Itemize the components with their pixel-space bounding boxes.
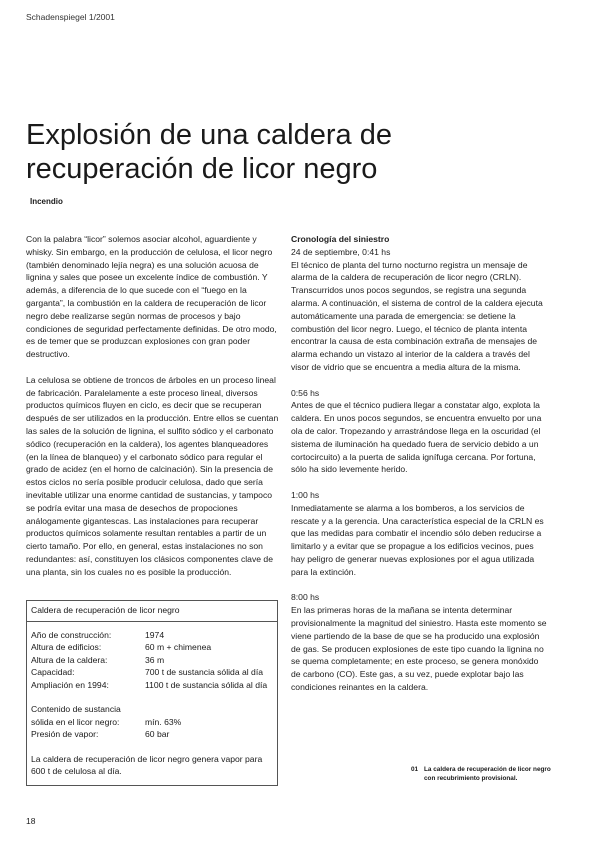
spec-label: Presión de vapor: (31, 729, 99, 740)
spec-row (31, 679, 277, 691)
entry-time: 24 de septiembre, 0:41 hs (291, 246, 391, 257)
spec-row (31, 716, 277, 728)
spec-label: Altura de edificios: (31, 642, 102, 653)
spec-value: 60 m + chimenea (145, 642, 212, 653)
caption-number: 01 (411, 766, 419, 773)
spec-row (31, 629, 277, 641)
chronology-heading: Cronología del siniestro (291, 234, 390, 244)
entry-text: Antes de que el técnico pudiera llegar a constatar algo, explota la caldera. En unos pocos segundos, se encuentra envuelto por una ola de calor. Tropezando y arrastrándose llega en la oscuridad (el sistema de iluminación ha quedado fuera de servicio debido a un cortocircuito) a la puerta de salida ignífuga cercana. Por fortuna, sólo ha sido levemente herido. (291, 400, 542, 475)
spec-value: 700 t de sustancia sólida al día (145, 667, 264, 678)
entry-text: En las primeras horas de la mañana se intenta determinar provisionalmente la magnitud del siniestro. Hasta este momento se viene partiendo de la base de que se ha producido una explosión de gas. Se producen explosiones de este tipo cuando la lignina no se quema completamente; en este proceso, se genera monóxido de carbono (CO). Este gas, a su vez, puede explotar bajo las condiciones reinantes en la caldera. (291, 605, 547, 692)
spec-label: Capacidad: (31, 667, 75, 678)
body-paragraph: La celulosa se obtiene de troncos de árboles en un proceso lineal de fabricación. Paralelamente a este proceso lineal, diversos productos químicos fluyen en ciclo, es decir que se recuperan después de ser utilizados en la producción. Entre ellos se cuentan las sales de la solución de lignina, el sulfito sódico y el carbonato sódico (recuperación en la caldera), los agentes blanqueadores (en la línea de blanqueo) y el carbonato sódico para regular el grado de acidez (en el horno de calcinación). Sin la presencia de estos ciclos no sería posible producir celulosa, dado que sería inevitable utilizar una enorme cantidad de sustancias, y tampoco se podría evitar una masa de desechos de propociones análogamente gigantescas. Las instalaciones para recuperar productos químicos solamente resultan rentables a partir de un cierto tamaño. Por ello, en general, estas instalaciones no son redundantes: así, constituyen los clásicos componentes clave de una planta, sin los cuales no es posible la producción. (26, 374, 279, 577)
entry-text: El técnico de planta del turno nocturno registra un mensaje de alarma de la caldera de recuperación de licor negro (CRLN). Transcurridos unos pocos segundos, se registra una segunda alarma. A continuación, el sistema de control de la caldera ejecuta automáticamente una parada de emergencia: se detiene la combustión del licor negro. Luego, el técnico de planta intenta encontrar la causa de esta combinación extraña de mensajes de alarma echando un vistazo al interior de la caldera a través del visor de vidrio que se encuentra a media altura de la misma. (291, 259, 543, 372)
spacer (31, 691, 277, 703)
entry-time: 8:00 hs (291, 592, 320, 603)
chronology-entry (291, 591, 547, 693)
info-box-body (31, 629, 277, 778)
spec-row (31, 654, 277, 666)
info-box (26, 600, 278, 786)
chronology-entry (291, 233, 547, 374)
spec-value: 36 m (145, 654, 165, 665)
spec-row (31, 728, 277, 740)
entry-time: 0:56 hs (291, 387, 320, 398)
category-label: Incendio (30, 197, 63, 206)
left-column (26, 233, 282, 579)
spec-value: 1100 t de sustancia sólida al día (145, 679, 268, 690)
info-box-divider (27, 621, 277, 622)
spec-row (31, 666, 277, 678)
chronology-entry (291, 387, 547, 477)
spec-label: Ampliación en 1994: (31, 679, 109, 690)
caption-text: La caldera de recuperación de licor negro con recubrimiento provisional. (424, 766, 551, 782)
spec-label: Altura de la caldera: (31, 654, 108, 665)
running-header: Schadenspiegel 1/2001 (26, 12, 115, 22)
article-title: Explosión de una caldera de recuperación de licor negro (26, 119, 392, 185)
spec-label: sólida en el licor negro: (31, 716, 120, 727)
spec-row (31, 641, 277, 653)
entry-time: 1:00 hs (291, 489, 320, 500)
chronology-entry (291, 489, 547, 579)
info-box-title: Caldera de recuperación de licor negro (31, 605, 180, 615)
spec-value: mín. 63% (145, 716, 182, 727)
right-column (291, 233, 547, 694)
spec-value: 1974 (145, 630, 165, 640)
info-box-note: La caldera de recuperación de licor negro genera vapor para 600 t de celulosa al día. (31, 754, 263, 777)
intro-paragraph: Con la palabra “licor” solemos asociar alcohol, aguardiente y whisky. Sin embargo, en la producción de celulosa, el licor negro (también denominado lejía negra) es una solución acuosa de lignina y sales que posee un excelente índice de combustión. Y además, a diferencia de lo que sucede con el “fuego en la garganta”, la combustión en la caldera de recuperación de licor negro debe realizarse según normas de procesos y bajo condiciones de seguridad perfectamente definidas. De otro modo, es de temer que se produzcan explosiones con gran poder destructivo. (26, 234, 277, 360)
entry-text: Inmediatamente se alarma a los bomberos, a los servicios de rescate y a la gerencia. Una característica especial de la CRLN es que las medidas para combatir el incendio sólo deben reducirse a limitarlo y a evitar que se propague a los edificios vecinos, pues hay peligro de generar nuevas explosiones por el agua utilizada para la extinción. (291, 502, 544, 577)
content-label-line-1: Contenido de sustancia (31, 704, 121, 715)
page-number: 18 (26, 816, 36, 826)
spacer (31, 741, 277, 753)
spec-label: Año de construcción: (31, 630, 112, 640)
spec-value: 60 bar (145, 729, 170, 740)
